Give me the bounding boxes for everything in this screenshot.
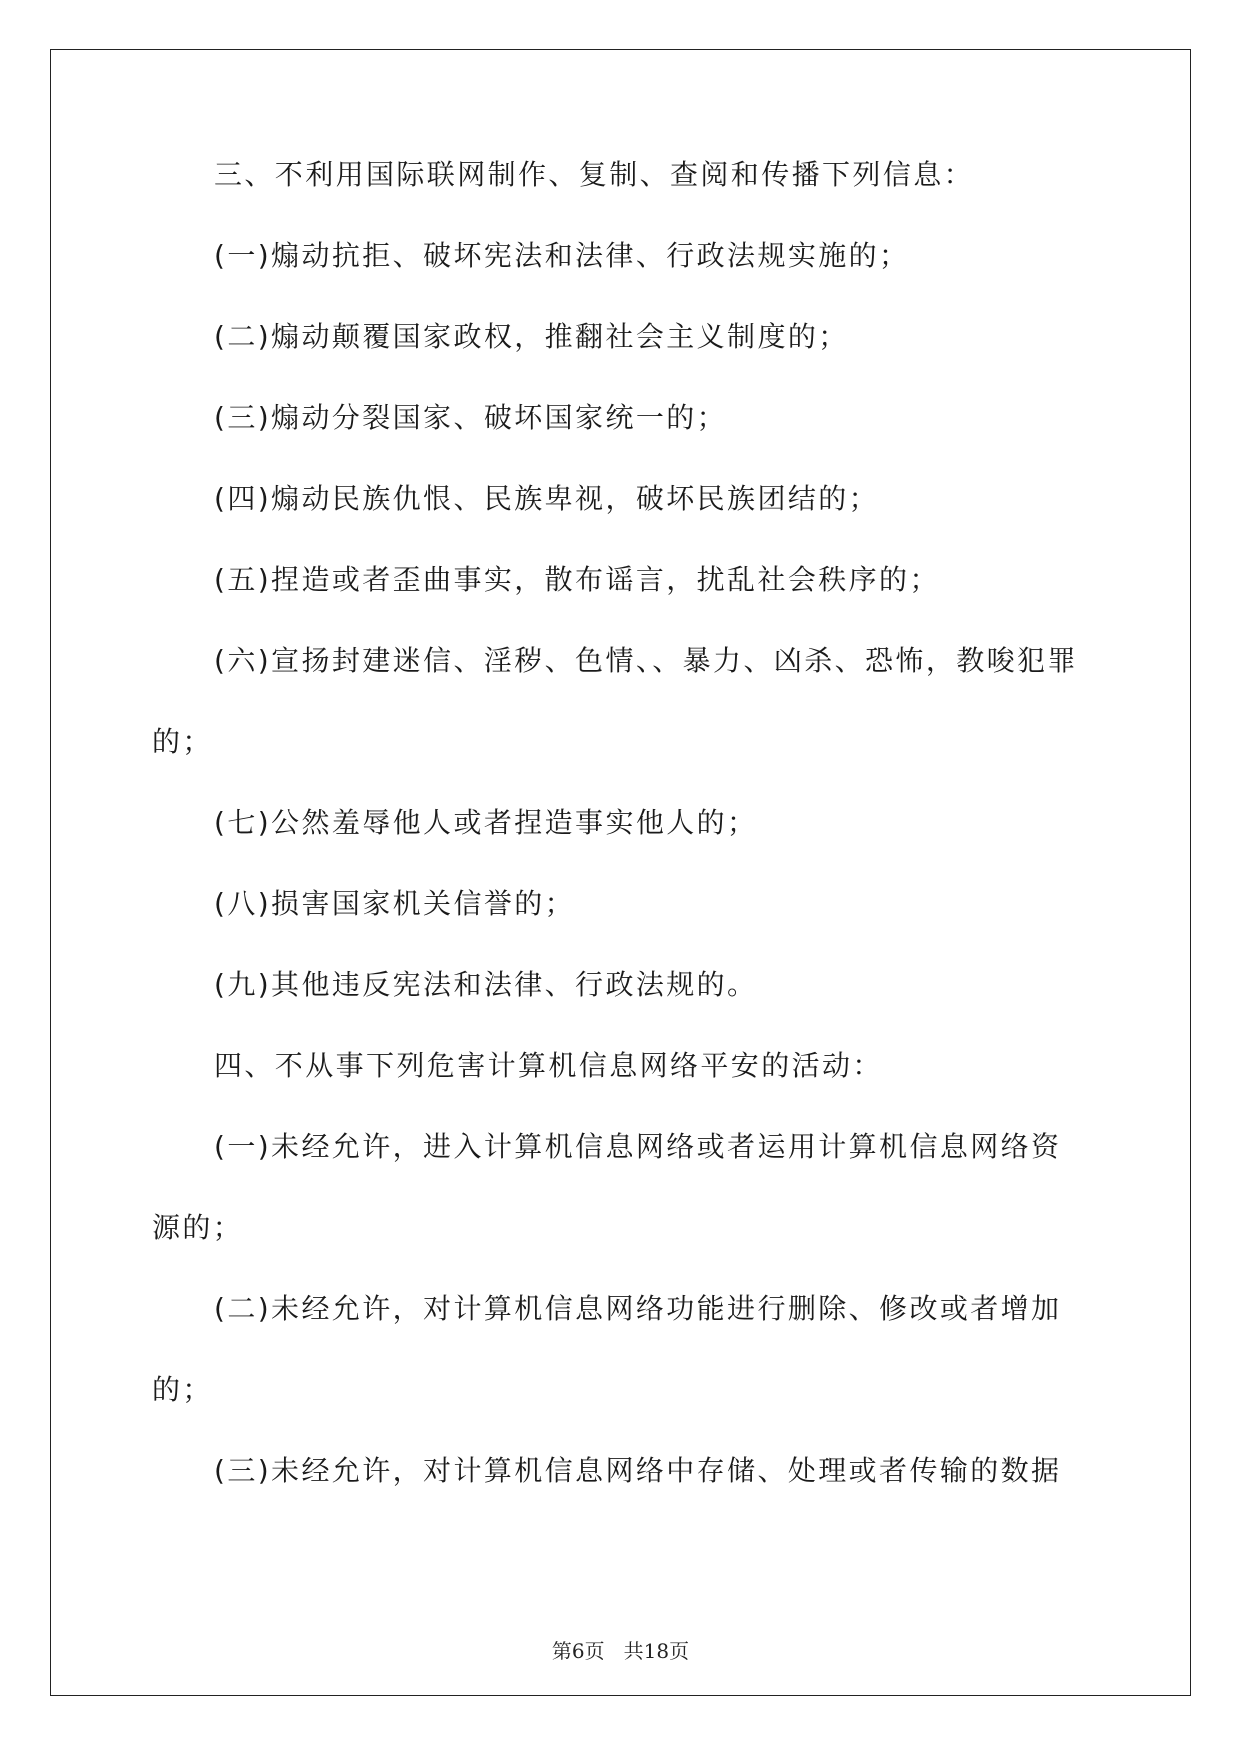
page-number: 第6页: [551, 1639, 605, 1663]
text-line: (七)公然羞辱他人或者捏造事实他人的；: [214, 806, 758, 839]
text-line: 的；: [152, 725, 213, 758]
text-line: (一)煽动抗拒、破坏宪法和法律、行政法规实施的；: [214, 239, 910, 272]
document-body: [152, 156, 1087, 1533]
text-line: (二)未经允许，对计算机信息网络功能进行删除、修改或者增加: [214, 1292, 1062, 1325]
footer-spacer: [605, 1639, 624, 1663]
text-line: 四、不从事下列危害计算机信息网络平安的活动：: [214, 1049, 883, 1082]
page-footer: [0, 1635, 1241, 1664]
text-line: (四)煽动民族仇恨、民族卑视，破坏民族团结的；: [214, 482, 880, 515]
text-line: 三、不利用国际联网制作、复制、查阅和传播下列信息：: [214, 158, 975, 191]
text-line: 的；: [152, 1373, 213, 1406]
text-line: 源的；: [152, 1211, 244, 1244]
text-line: (八)损害国家机关信誉的；: [214, 887, 576, 920]
text-line: (六)宣扬封建迷信、淫秽、色情、、暴力、凶杀、恐怖，教唆犯罪: [214, 644, 1078, 677]
text-line: (五)捏造或者歪曲事实，散布谣言，扰乱社会秩序的；: [214, 563, 940, 596]
text-line: (二)煽动颠覆国家政权，推翻社会主义制度的；: [214, 320, 849, 353]
text-line: (一)未经允许，进入计算机信息网络或者运用计算机信息网络资: [214, 1130, 1062, 1163]
text-line: (九)其他违反宪法和法律、行政法规的。: [214, 968, 758, 1001]
text-line: (三)煽动分裂国家、破坏国家统一的；: [214, 401, 728, 434]
text-line: (三)未经允许，对计算机信息网络中存储、处理或者传输的数据: [214, 1454, 1062, 1487]
page-total: 共18页: [623, 1639, 690, 1663]
